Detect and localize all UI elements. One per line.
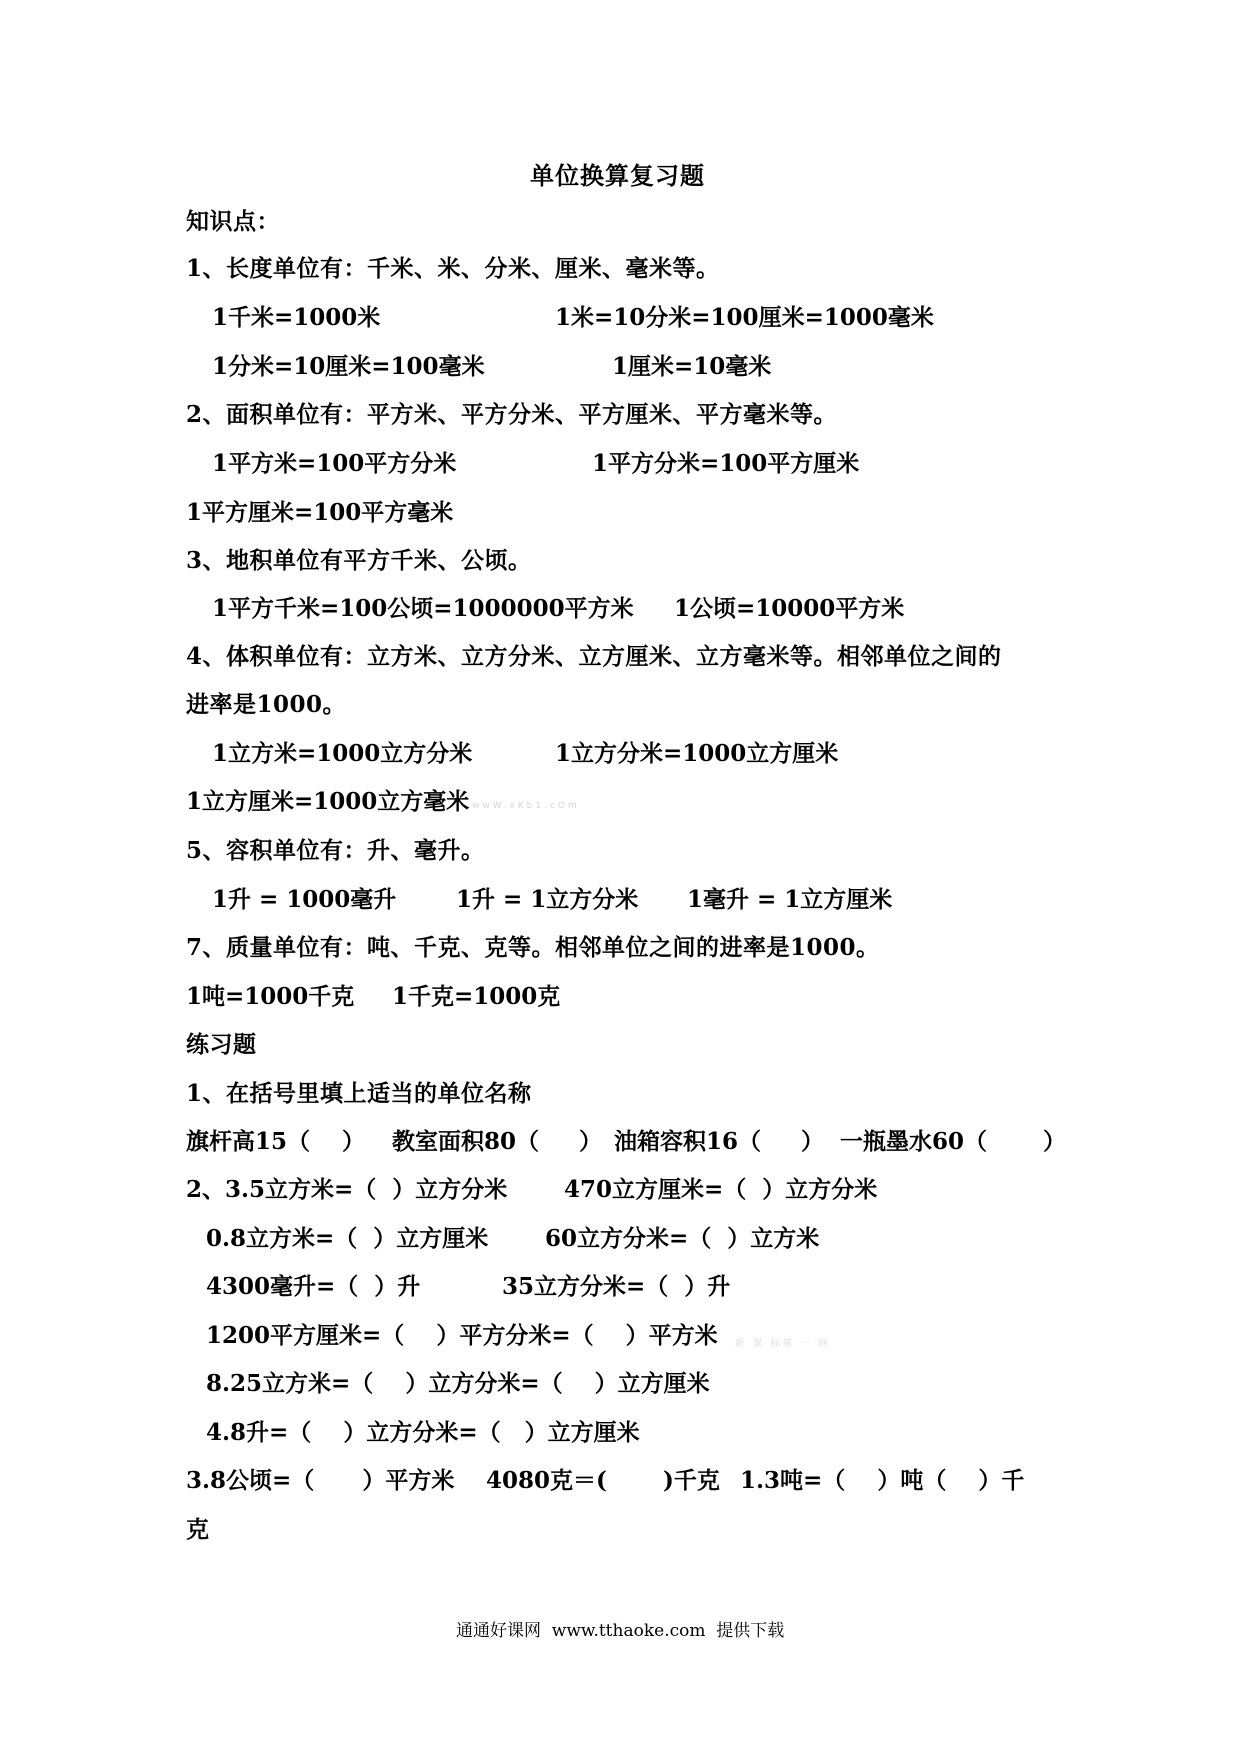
k4-heading: 4、体积单位有：立方米、立方分米、立方厘米、立方毫米等。相邻单位之间的 (186, 643, 1002, 670)
p1-item-d: 一瓶墨水60（ ） (840, 1128, 1067, 1155)
page-title: 单位换算复习题 (530, 161, 705, 190)
k1-line-d: 1厘米=10毫米 (612, 353, 772, 380)
p3-item-a: 3.8公顷=（ ）平方米 (186, 1467, 455, 1494)
watermark-text: 新 课 标第 一 网 (735, 1339, 831, 1349)
k3-line-b: 1公顷=10000平方米 (674, 595, 905, 622)
p1-item-a: 旗杆高15（ ） (186, 1128, 366, 1155)
k2-line-c: 1平方厘米=100平方毫米 (186, 499, 454, 526)
k5-heading: 5、容积单位有：升、毫升。 (186, 837, 485, 864)
k2-line-b: 1平方分米=100平方厘米 (592, 450, 860, 477)
p2-item-g: 1200平方厘米=（ ）平方分米=（ ）平方米 (206, 1322, 718, 1349)
watermark-text: wwW.xKb1.cOm (472, 801, 580, 811)
p2-item-c: 0.8立方米=（ ）立方厘米 (206, 1225, 489, 1252)
p1-heading: 1、在括号里填上适当的单位名称 (186, 1080, 532, 1107)
k5-line-b: 1升 = 1立方分米 (456, 886, 639, 913)
p2-item-b: 470立方厘米=（ ）立方分米 (564, 1176, 878, 1203)
p2-item-a: 2、3.5立方米=（ ）立方分米 (186, 1176, 508, 1203)
p2-item-h: 8.25立方米=（ ）立方分米=（ ）立方厘米 (206, 1370, 710, 1397)
p1-item-b: 教室面积80（ ） (392, 1128, 603, 1155)
k4-line-a: 1立方米=1000立方分米 (212, 740, 473, 767)
k1-line-b: 1米=10分米=100厘米=1000毫米 (555, 304, 934, 331)
k5-line-c: 1毫升 = 1立方厘米 (687, 886, 893, 913)
k1-heading: 1、长度单位有：千米、米、分米、厘米、毫米等。 (186, 255, 720, 282)
page-footer: 通通好课网 www.tthaoke.com 提供下载 (456, 1621, 785, 1641)
p2-item-i: 4.8升=（ ）立方分米=（ ）立方厘米 (206, 1419, 640, 1446)
p2-item-f: 35立方分米=（ ）升 (502, 1273, 731, 1300)
k3-line-a: 1平方千米=100公顷=1000000平方米 (212, 595, 634, 622)
p1-item-c: 油箱容积16（ ） (614, 1128, 825, 1155)
k7-line-b: 1千克=1000克 (392, 983, 561, 1010)
practice-heading: 练习题 (186, 1031, 257, 1058)
k2-line-a: 1平方米=100平方分米 (212, 450, 457, 477)
k1-line-c: 1分米=10厘米=100毫米 (212, 353, 485, 380)
k4-line-c: 1立方厘米=1000立方毫米 (186, 788, 470, 815)
k1-line-a: 1千米=1000米 (212, 304, 381, 331)
p3-item-b: 4080克＝( )千克 (486, 1467, 720, 1494)
p3-item-c: 1.3吨=（ ）吨（ ）千 (740, 1467, 1025, 1494)
k3-heading: 3、地积单位有平方千米、公顷。 (186, 547, 532, 574)
k2-heading: 2、面积单位有：平方米、平方分米、平方厘米、平方毫米等。 (186, 401, 838, 428)
p2-item-d: 60立方分米=（ ）立方米 (545, 1225, 820, 1252)
k4-heading-cont: 进率是1000。 (186, 691, 347, 718)
knowledge-heading: 知识点： (186, 208, 280, 235)
p2-item-e: 4300毫升=（ ）升 (206, 1273, 421, 1300)
p3-item-d: 克 (186, 1516, 209, 1543)
k4-line-b: 1立方分米=1000立方厘米 (555, 740, 839, 767)
k5-line-a: 1升 = 1000毫升 (212, 886, 397, 913)
k7-heading: 7、质量单位有：吨、千克、克等。相邻单位之间的进率是1000。 (186, 934, 880, 961)
k7-line-a: 1吨=1000千克 (186, 983, 355, 1010)
